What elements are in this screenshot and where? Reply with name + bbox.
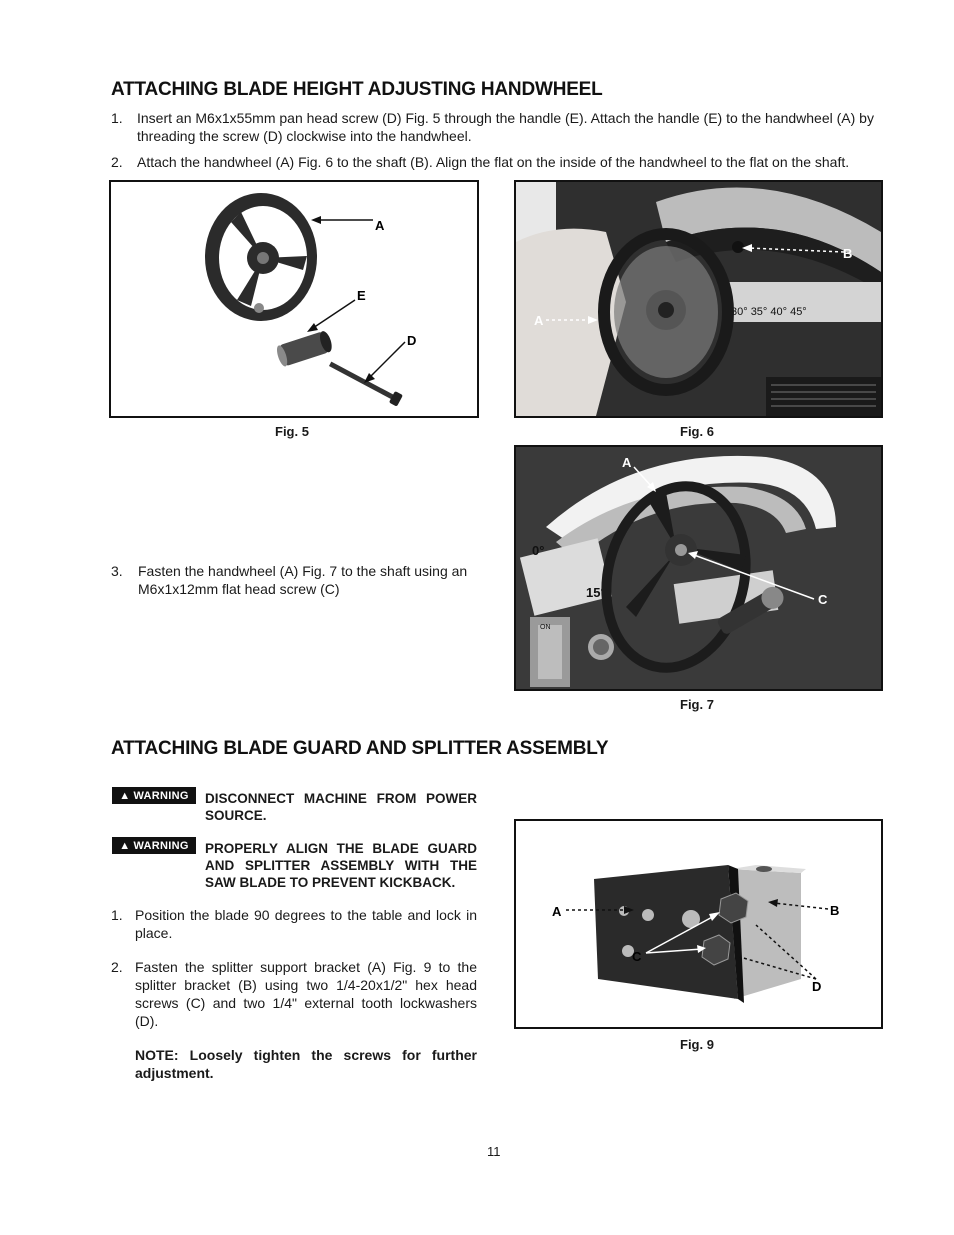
step-1 bbox=[111, 109, 886, 149]
section-title-blade-guard: ATTACHING BLADE GUARD AND SPLITTER ASSEMBLY bbox=[111, 738, 609, 759]
step-text: Position the blade 90 degrees to the table and lock in place. bbox=[135, 907, 477, 941]
step-number: 3. bbox=[111, 563, 123, 579]
svg-text:30° 35° 40° 45°: 30° 35° 40° 45° bbox=[731, 306, 807, 318]
step-text: Insert an M6x1x55mm pan head screw (D) Fig. 5 through the handle (E). Attach the handle (E) to the handwheel (A) by threading the screw (D) clockwise into the handwheel. bbox=[137, 110, 874, 144]
guard-step-1 bbox=[111, 906, 477, 946]
fig9-label-b: B bbox=[830, 903, 840, 918]
step-number: 1. bbox=[111, 110, 123, 126]
figure-7 bbox=[514, 445, 883, 691]
figure-6 bbox=[514, 180, 883, 418]
warning-text-2: PROPERLY ALIGN THE BLADE GUARD AND SPLITTER ASSEMBLY WITH THE SAW BLADE TO PREVENT KICKBACK. bbox=[205, 841, 477, 890]
warning-text-1: DISCONNECT MACHINE FROM POWER SOURCE. bbox=[205, 791, 477, 823]
section-title-handwheel: ATTACHING BLADE HEIGHT ADJUSTING HANDWHEEL bbox=[111, 79, 603, 100]
fig7-label-a: A bbox=[622, 455, 632, 470]
fig7-label-c: C bbox=[818, 592, 828, 607]
handwheel-fastened-photo bbox=[516, 447, 881, 689]
warning-triangle-icon: ▲ bbox=[119, 789, 131, 802]
step-3 bbox=[111, 562, 481, 602]
step-text: Attach the handwheel (A) Fig. 6 to the shaft (B). Align the flat on the inside of the handwheel to the flat on the shaft. bbox=[137, 154, 850, 170]
fig9-caption: Fig. 9 bbox=[680, 1037, 714, 1052]
step-number: 2. bbox=[111, 154, 123, 170]
fig9-label-a: A bbox=[552, 904, 562, 919]
step-2 bbox=[111, 153, 886, 173]
note: NOTE: Loosely tighten the screws for further adjustment. bbox=[135, 1047, 477, 1081]
step-number: 2. bbox=[111, 959, 123, 975]
fig5-caption: Fig. 5 bbox=[275, 424, 309, 439]
fig6-label-b: B bbox=[843, 246, 853, 261]
handwheel-on-shaft-photo bbox=[516, 182, 881, 416]
warning-badge bbox=[112, 787, 196, 804]
warning-badge-label: WARNING bbox=[133, 839, 189, 852]
step-text: Fasten the handwheel (A) Fig. 7 to the shaft using an M6x1x12mm flat head screw (C) bbox=[138, 563, 468, 597]
splitter-bracket-illustration bbox=[516, 821, 881, 1027]
warning-badge bbox=[112, 837, 196, 854]
figure-9 bbox=[514, 819, 883, 1029]
svg-text:15°: 15° bbox=[586, 585, 606, 600]
fig9-label-d: D bbox=[812, 979, 822, 994]
fig6-caption: Fig. 6 bbox=[680, 424, 714, 439]
figure-5 bbox=[109, 180, 479, 418]
step-text: Fasten the splitter support bracket (A) Fig. 9 to the splitter bracket (B) using two 1/4-20x1/2" hex head screws (C) and two 1/4" external tooth lockwashers (D). bbox=[135, 959, 477, 1029]
fig9-label-c: C bbox=[632, 949, 642, 964]
step-number: 1. bbox=[111, 907, 123, 923]
guard-step-2 bbox=[111, 958, 477, 1034]
warning-badge-label: WARNING bbox=[133, 789, 189, 802]
warning-triangle-icon: ▲ bbox=[119, 839, 131, 852]
fig5-label-d: D bbox=[407, 333, 417, 348]
fig5-label-a: A bbox=[375, 218, 385, 233]
svg-text:0°: 0° bbox=[532, 543, 545, 558]
fig6-label-a: A bbox=[534, 313, 544, 328]
handwheel-parts-illustration bbox=[111, 182, 477, 416]
fig5-label-e: E bbox=[357, 288, 366, 303]
svg-text:ON: ON bbox=[540, 624, 551, 631]
page-number: 11 bbox=[487, 1144, 501, 1159]
fig7-caption: Fig. 7 bbox=[680, 697, 714, 712]
